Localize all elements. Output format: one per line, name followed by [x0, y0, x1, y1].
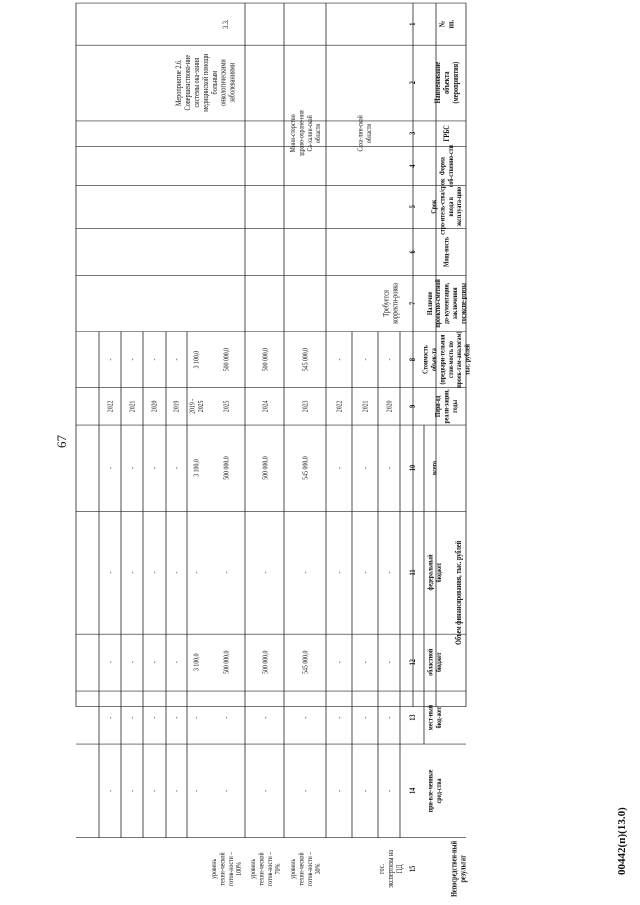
- row-federal: -: [223, 571, 231, 574]
- row-extra: -: [151, 789, 159, 792]
- row-local: -: [173, 716, 181, 719]
- row-extra: -: [336, 789, 344, 792]
- col-number-2: 2: [408, 81, 418, 85]
- row-regional: -: [107, 661, 115, 664]
- row-total: -: [336, 467, 344, 469]
- row-total: -: [107, 467, 115, 469]
- row-year: 2025: [223, 400, 231, 413]
- table-text: [107, 19, 472, 897]
- col-number-10: 10: [408, 464, 418, 472]
- row-total: 3 100,0: [193, 459, 201, 477]
- col-number-13: 13: [408, 714, 418, 721]
- row-federal: -: [129, 571, 137, 574]
- col-number-14: 14: [408, 787, 418, 795]
- row-federal: -: [336, 571, 344, 574]
- row-year: 2021: [362, 400, 370, 413]
- row-year: 2022: [107, 400, 115, 413]
- row-extra: -: [302, 789, 310, 792]
- col-number-4: 4: [408, 164, 418, 168]
- row-regional: -: [362, 661, 370, 664]
- row-extra: -: [193, 789, 201, 792]
- row-federal: -: [107, 571, 115, 574]
- grbs-ministry: Мини-стерствоздраво-охране-нияСа-халин-скойобласти: [289, 110, 323, 157]
- row-regional: 500 000,0: [223, 650, 231, 674]
- row-local: -: [107, 716, 115, 719]
- header-result: Непосредствен-ныйрезультат: [449, 840, 468, 897]
- row-federal: -: [302, 571, 310, 574]
- col-number-3: 3: [408, 131, 418, 135]
- row-year: 2022: [336, 400, 344, 413]
- row-cost: -: [386, 358, 394, 361]
- row-cost: 500 000,0: [223, 347, 231, 372]
- row-federal: -: [173, 571, 181, 574]
- design-note: Требуетсякорректи-ровка: [381, 283, 400, 324]
- row-total: -: [362, 467, 370, 469]
- row-regional: -: [151, 661, 159, 664]
- header-capacity: Мощ-ность: [443, 236, 451, 267]
- header-ownership: Формасоб-ственно-сти: [438, 145, 456, 188]
- col-number-7: 7: [408, 301, 418, 305]
- row-local: -: [302, 716, 310, 719]
- row-result: уровеньтехни-ческойготов-ности –30%: [289, 851, 323, 886]
- header-cost: Стоимостьобъек-та(предвари-тельнаястои-мость попроек-там-аналогам)тыс. рублей: [422, 331, 472, 388]
- header-num: №пп.: [437, 19, 456, 29]
- row-year: 2020: [151, 400, 159, 413]
- row-federal: -: [193, 571, 201, 574]
- row-cost: -: [173, 358, 181, 361]
- col-number-5: 5: [408, 205, 418, 209]
- row-total: 500 000,0: [262, 456, 270, 480]
- col-number-9: 9: [408, 404, 418, 408]
- row-local: -: [262, 716, 270, 719]
- col-number-1: 1: [408, 22, 418, 26]
- header-federal: федеральныйбюджет: [426, 554, 444, 591]
- row-local: -: [129, 716, 137, 719]
- result-expertise: гос.экспертизы наПД: [377, 850, 405, 888]
- row-extra: -: [386, 789, 394, 792]
- row-total: 500 000,0: [223, 456, 231, 480]
- item-name: Мероприятие 2.6.Совершенствова-ниесистемы ока-заниямедицинской помощибольнымонкологическимизаболеваниями: [174, 53, 237, 112]
- row-federal: -: [262, 571, 270, 574]
- header-total: всего: [431, 461, 439, 475]
- row-regional: 500 000,0: [262, 650, 270, 674]
- row-total: -: [151, 467, 159, 469]
- row-year: 2019 -2025: [188, 398, 206, 414]
- row-year: 2019: [173, 400, 181, 413]
- row-year: 2021: [129, 400, 137, 413]
- row-regional: -: [173, 661, 181, 664]
- row-total: -: [173, 467, 181, 469]
- row-total: 545 000,0: [302, 456, 310, 480]
- row-extra: -: [129, 789, 137, 792]
- footer-code: 00442(п)(13.0): [616, 807, 628, 875]
- table-grid: [76, 3, 466, 838]
- row-local: -: [193, 716, 201, 719]
- row-cost: 500 000,0: [262, 347, 270, 372]
- row-regional: 545 000,0: [302, 650, 310, 674]
- grbs-sakhalin: Саха-лин-скойобласти: [356, 115, 374, 152]
- row-year: 2024: [262, 400, 270, 413]
- header-design: Наличиепроектно-сметнойдо-кументации,заключениягосэкспе-ртизы: [426, 279, 468, 328]
- header-period: Срокстро-итель-ства/срокввода вэксплуата-цию: [430, 178, 464, 235]
- header-grbs: ГРБС: [442, 125, 452, 142]
- header-regional: областнойбюджет: [426, 648, 444, 676]
- row-cost: -: [107, 358, 115, 361]
- row-regional: -: [129, 661, 137, 664]
- row-extra: -: [107, 789, 115, 792]
- row-year: 2020: [386, 400, 394, 413]
- header-extra: при-вле-ченныесред-ства: [426, 769, 444, 813]
- row-local: -: [151, 716, 159, 719]
- header-funding: Объем финансирования, тыс. рублей: [454, 540, 464, 645]
- row-local: -: [336, 716, 344, 719]
- row-cost: -: [151, 358, 159, 361]
- row-local: -: [223, 716, 231, 719]
- col-number-12: 12: [408, 659, 418, 666]
- col-number-6: 6: [408, 250, 418, 254]
- row-result: уровеньтехни-ческойготов-ности –70%: [249, 851, 283, 886]
- row-federal: -: [362, 571, 370, 574]
- row-result: уровеньтехни-ческойготов-ности –100%: [210, 851, 244, 886]
- row-cost: -: [129, 358, 137, 361]
- col-number-11: 11: [408, 569, 418, 576]
- header-name: Наименованиеобъекта(мероприятия): [433, 61, 461, 104]
- page-number: 67: [54, 435, 69, 448]
- row-federal: -: [386, 571, 394, 574]
- col-number-8: 8: [408, 358, 418, 362]
- item-number: 3.3.: [221, 19, 231, 29]
- row-extra: -: [173, 789, 181, 792]
- row-extra: -: [223, 789, 231, 792]
- row-total: -: [129, 467, 137, 469]
- row-total: -: [386, 467, 394, 469]
- col-number-15: 15: [408, 865, 418, 873]
- row-extra: -: [362, 789, 370, 792]
- row-regional: -: [386, 661, 394, 664]
- row-year: 2023: [302, 400, 310, 413]
- row-cost: -: [362, 358, 370, 361]
- row-extra: -: [262, 789, 270, 792]
- header-local: мест-ныйбюд-жет: [426, 704, 444, 731]
- row-cost: 3 100,0: [193, 350, 201, 369]
- row-local: -: [386, 716, 394, 719]
- row-federal: -: [151, 571, 159, 574]
- row-local: -: [362, 716, 370, 719]
- row-cost: -: [336, 358, 344, 361]
- row-cost: 545 000,0: [302, 347, 310, 372]
- header-years: Пери-одреали-зации,годы: [434, 389, 460, 424]
- row-regional: -: [336, 661, 344, 664]
- row-regional: 3 100,0: [193, 653, 201, 671]
